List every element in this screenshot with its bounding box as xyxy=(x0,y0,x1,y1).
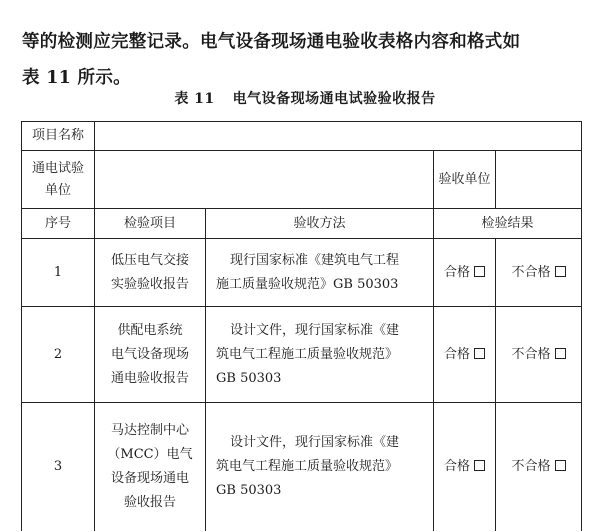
test-unit-label-line-2: 单位 xyxy=(44,182,71,198)
pass-label: 合格 xyxy=(443,346,470,362)
acceptance-report-table xyxy=(21,121,582,531)
project-name-row xyxy=(22,122,582,151)
row-method-line: 施工质量验收规范》GB 50303 xyxy=(216,276,399,292)
fail-label: 不合格 xyxy=(511,458,551,474)
header-item: 检验项目 xyxy=(95,209,206,239)
row-item xyxy=(95,307,206,403)
fail-label: 不合格 xyxy=(511,346,551,362)
header-method: 验收方法 xyxy=(206,209,434,239)
acceptance-unit-value xyxy=(496,151,582,209)
row-method-line: 设计文件，现行国家标准《建 xyxy=(230,322,400,338)
row-method xyxy=(206,403,434,531)
header-row xyxy=(22,209,582,239)
fail-option[interactable] xyxy=(496,403,582,531)
acceptance-unit-label: 验收单位 xyxy=(434,151,496,209)
row-item xyxy=(95,239,206,307)
table-number: 表 11 xyxy=(174,91,215,107)
row-method xyxy=(206,307,434,403)
header-result: 检验结果 xyxy=(434,209,582,239)
table-row xyxy=(22,403,582,531)
row-seq: 3 xyxy=(22,403,95,531)
row-method-line: GB 50303 xyxy=(216,370,282,386)
table-caption xyxy=(0,88,610,108)
project-name-label: 项目名称 xyxy=(22,122,95,151)
pass-option[interactable] xyxy=(434,403,496,531)
pass-label: 合格 xyxy=(443,458,470,474)
row-method-line: GB 50303 xyxy=(216,482,282,498)
fail-option[interactable] xyxy=(496,239,582,307)
row-item xyxy=(95,403,206,531)
intro-paragraph xyxy=(22,24,602,96)
intro-line-2: 表 11 所示。 xyxy=(22,68,131,88)
intro-line-1: 等的检测应完整记录。电气设备现场通电验收表格内容和格式如 xyxy=(22,32,521,52)
row-method xyxy=(206,239,434,307)
fail-label: 不合格 xyxy=(511,264,551,280)
pass-checkbox[interactable] xyxy=(474,460,485,471)
row-method-line: 筑电气工程施工质量验收规范》 xyxy=(216,458,399,474)
header-seq: 序号 xyxy=(22,209,95,239)
row-method-line: 设计文件，现行国家标准《建 xyxy=(230,434,400,450)
row-seq: 2 xyxy=(22,307,95,403)
test-unit-row xyxy=(22,151,582,209)
row-item-line: 实验验收报告 xyxy=(110,276,189,292)
row-item-line: 验收报告 xyxy=(123,494,176,510)
pass-checkbox[interactable] xyxy=(474,348,485,359)
row-item-line: 通电验收报告 xyxy=(110,370,189,386)
fail-checkbox[interactable] xyxy=(555,348,566,359)
test-unit-value xyxy=(95,151,434,209)
pass-checkbox[interactable] xyxy=(474,266,485,277)
row-method-line: 筑电气工程施工质量验收规范》 xyxy=(216,346,399,362)
row-seq: 1 xyxy=(22,239,95,307)
row-item-line: （MCC）电气 xyxy=(107,446,193,462)
project-name-value xyxy=(95,122,582,151)
table-row xyxy=(22,307,582,403)
row-item-line: 电气设备现场 xyxy=(110,346,189,362)
row-item-line: 低压电气交接 xyxy=(110,252,189,268)
row-item-line: 供配电系统 xyxy=(117,322,183,338)
table-title: 电气设备现场通电试验验收报告 xyxy=(232,91,436,107)
fail-option[interactable] xyxy=(496,307,582,403)
pass-option[interactable] xyxy=(434,239,496,307)
row-item-line: 设备现场通电 xyxy=(110,470,189,486)
test-unit-label xyxy=(22,151,95,209)
table-row xyxy=(22,239,582,307)
pass-label: 合格 xyxy=(443,264,470,280)
row-method-line: 现行国家标准《建筑电气工程 xyxy=(230,252,400,268)
fail-checkbox[interactable] xyxy=(555,266,566,277)
row-item-line: 马达控制中心 xyxy=(110,422,189,438)
fail-checkbox[interactable] xyxy=(555,460,566,471)
test-unit-label-line-1: 通电试验 xyxy=(31,160,84,176)
pass-option[interactable] xyxy=(434,307,496,403)
